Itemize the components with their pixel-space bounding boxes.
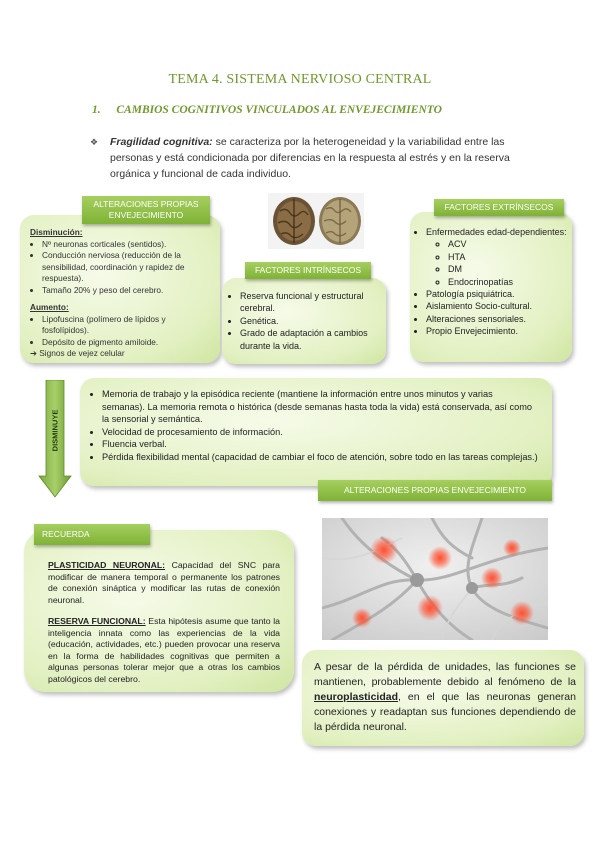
arrow-right-icon: ➔ [30, 348, 37, 358]
recuerda-card [24, 530, 294, 692]
list-item: ◦ DM [448, 263, 568, 275]
list-item: • Patología psiquiátrica. [426, 288, 568, 300]
extrinsecos-sublist [426, 238, 568, 288]
list-item: • Velocidad de procesamiento de información. [102, 426, 538, 439]
page-title: TEMA 4. SISTEMA NERVIOSO CENTRAL [168, 72, 432, 87]
list-item: • Reserva funcional y estructural cerebral. [240, 290, 380, 315]
extrinsecos-card [410, 212, 572, 362]
intrinsecos-tag: FACTORES INTRÍNSECOS [245, 262, 371, 279]
reserva-funcional-paragraph [48, 616, 280, 685]
extrinsecos-tag: FACTORES EXTRÍNSECOS [434, 199, 564, 216]
list-item: • Aislamiento Socio-cultural. [426, 300, 568, 312]
disminucion-heading: Disminución: [30, 227, 83, 237]
neuroplasticidad-paragraph [314, 660, 576, 735]
vejez-line [30, 348, 210, 360]
neuron-network-image [322, 518, 548, 640]
list-item: • Lipofuscina (polímero de lípidos y fosfolípidos). [42, 314, 210, 337]
list-item: • Pérdida flexibilidad mental (capacidad de cambiar el foco de atención, sobre todo en las tareas complejas.) [102, 451, 538, 464]
neuroplasticidad-text-before: A pesar de la pérdida de unidades, las funciones se mantienen, probablemente debido al fenómeno de la [314, 661, 576, 688]
list-item: • Tamaño 20% y peso del cerebro. [42, 285, 210, 297]
list-item: • Nº neuronas corticales (sentidos). [42, 239, 210, 251]
list-item: • Conducción nerviosa (reducción de la sensibilidad, coordinación y rapidez de respuesta). [42, 250, 210, 285]
list-item: ◦ ACV [448, 238, 568, 250]
section-number: 1. [92, 104, 101, 116]
aumento-list [30, 314, 210, 349]
reserva-funcional-text: Esta hipótesis asume que tanto la inteligencia innata como las experiencias de la vida (educación, actividades, etc.) pueden provocar una reserva en la forma de habilidades cognitivas que permiten a algunas personas tolerar mejor que a otras los cambios patológicos del cerebro. [48, 616, 280, 684]
list-item: • Depósito de pigmento amiloide. [42, 337, 210, 349]
list-item: • Genética. [240, 315, 380, 327]
section-heading [92, 104, 442, 116]
alteraciones-tag: ALTERACIONES PROPIAS ENVEJECIMIENTO [82, 196, 210, 224]
intro-term: Fragilidad cognitiva: [110, 136, 213, 148]
disminuye-arrow [38, 380, 72, 498]
memoria-tag: ALTERACIONES PROPIAS ENVEJECIMIENTO [318, 480, 552, 501]
plasticidad-neuronal-paragraph [48, 560, 280, 606]
reserva-funcional-term: RESERVA FUNCIONAL: [48, 616, 146, 626]
list-item: ◦ Endocrinopatías [448, 276, 568, 288]
list-item: • Fluencia verbal. [102, 438, 538, 451]
vejez-text: Signos de vejez celular [39, 348, 125, 358]
memoria-list [88, 388, 538, 463]
disminuye-label: DISMINUYE [50, 409, 60, 452]
neuroplasticidad-card [302, 650, 584, 746]
brain-comparison-image [268, 193, 364, 249]
neuroplasticidad-term: neuroplasticidad [314, 691, 399, 703]
recuerda-tag: RECUERDA [34, 524, 150, 545]
aumento-heading: Aumento: [30, 302, 69, 312]
list-item: • Grado de adaptación a cambios durante la vida. [240, 327, 380, 352]
neuroplasticidad-text-after: , en el que las neuronas generan conexiones y readaptan sus funciones dependiendo de la pérdida neuronal. [314, 691, 576, 733]
memoria-card [80, 378, 552, 486]
diamond-bullet-icon: ❖ [90, 137, 99, 147]
list-item-text: Enfermedades edad-dependientes: [426, 227, 567, 237]
section-title: CAMBIOS COGNITIVOS VINCULADOS AL ENVEJECIMIENTO [116, 104, 442, 116]
plasticidad-neuronal-term: PLASTICIDAD NEURONAL: [48, 560, 166, 570]
intrinsecos-card [222, 278, 386, 364]
disminucion-list [30, 239, 210, 297]
intrinsecos-list [228, 290, 380, 352]
extrinsecos-list [414, 226, 568, 338]
list-item [426, 226, 568, 288]
intro-text: se caracteriza por la heterogeneidad y la variabilidad entre las personas y está condicionada por diferencias en la respuesta al estrés y en la reserva orgánica y funcional de cada individuo. [110, 136, 510, 180]
list-item: • Alteraciones sensoriales. [426, 313, 568, 325]
list-item: ◦ HTA [448, 251, 568, 263]
intro-paragraph [92, 134, 532, 182]
plasticidad-neuronal-text: Capacidad del SNC para modificar de manera temporal o permanente los patrones de conexión sináptica y modificar las rutas de conexión neuronal. [48, 560, 280, 605]
alteraciones-card [20, 215, 220, 363]
list-item: • Propio Envejecimiento. [426, 325, 568, 337]
list-item: • Memoria de trabajo y la episódica reciente (mantiene la información entre unos minutos y varias semanas). La memoria remota o histórica (desde semanas hasta toda la vida) está conservada, así como la sensorial y semántica. [102, 388, 538, 426]
